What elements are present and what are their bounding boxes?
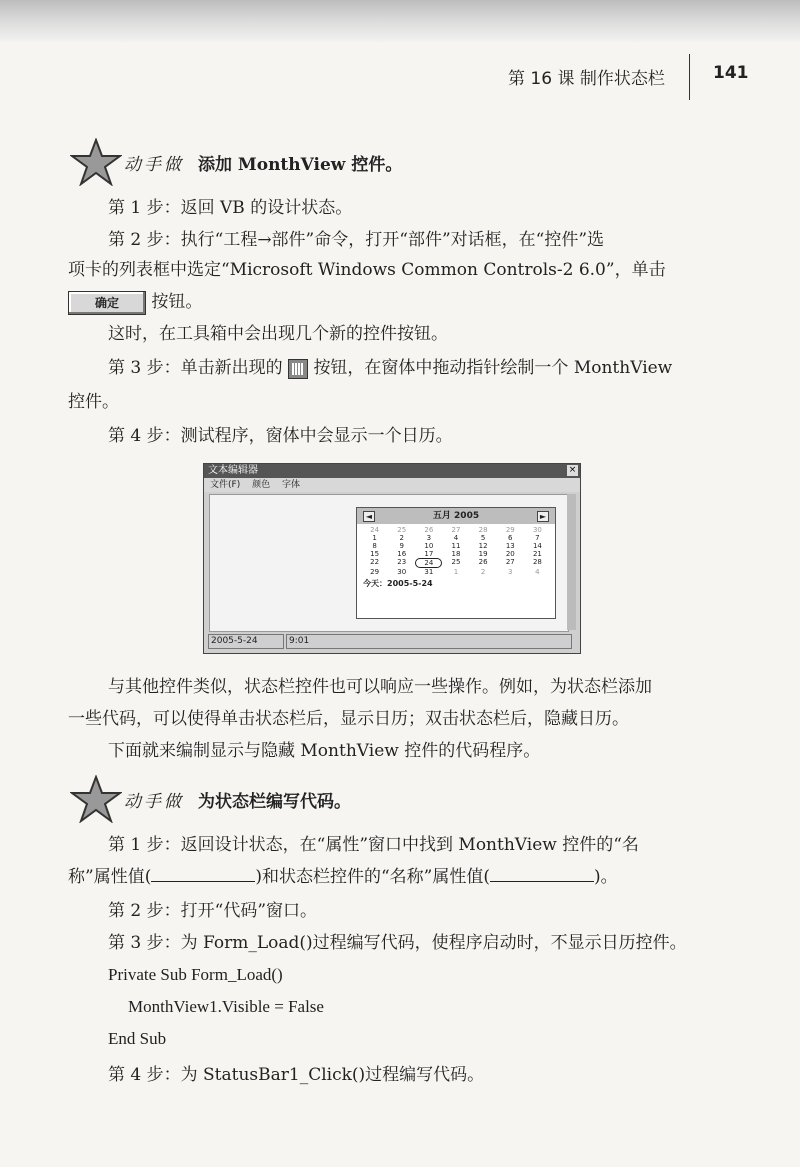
lesson-title: 第 16 课 制作状态栏 bbox=[508, 69, 665, 89]
day: 6 bbox=[508, 534, 513, 542]
step3-text-a: 第 3 步：单击新出现的 bbox=[108, 358, 283, 378]
star-icon bbox=[70, 138, 122, 186]
top-decorative-band bbox=[0, 0, 800, 42]
day: 29 bbox=[370, 568, 380, 576]
next-month-icon: ► bbox=[537, 511, 549, 522]
day: 30 bbox=[532, 526, 542, 534]
status-time: 9:01 bbox=[286, 634, 572, 649]
menu-color: 颜色 bbox=[252, 480, 271, 490]
day: 30 bbox=[397, 568, 407, 576]
day: 11 bbox=[451, 542, 461, 550]
day: 1 bbox=[372, 534, 377, 542]
day-selected: 24 bbox=[415, 558, 442, 568]
day: 25 bbox=[451, 558, 461, 566]
answer-blank bbox=[490, 865, 594, 882]
day: 29 bbox=[505, 526, 515, 534]
menu-file: 文件(F) bbox=[210, 480, 241, 490]
section-title: 为状态栏编写代码。 bbox=[198, 791, 351, 812]
monthview-calendar bbox=[356, 507, 556, 619]
day: 10 bbox=[424, 542, 434, 550]
s2-step1-line2 bbox=[68, 865, 618, 889]
day: 16 bbox=[397, 550, 407, 558]
day: 8 bbox=[372, 542, 377, 550]
text-editor-window-screenshot bbox=[203, 463, 581, 654]
step2-button-text: 按钮。 bbox=[151, 292, 203, 312]
s2-step1-text-b: )和状态栏控件的“名称”属性值( bbox=[255, 867, 490, 887]
para2: 下面就来编制显示与隐藏 MonthView 控件的代码程序。 bbox=[108, 741, 541, 761]
day: 4 bbox=[535, 568, 540, 576]
day: 27 bbox=[505, 558, 515, 566]
header-divider bbox=[689, 54, 690, 100]
section-heading-2 bbox=[70, 775, 351, 823]
calendar-grid bbox=[357, 524, 555, 576]
day: 7 bbox=[535, 534, 540, 542]
day: 28 bbox=[478, 526, 488, 534]
step1: 第 1 步：返回 VB 的设计状态。 bbox=[108, 198, 353, 218]
prev-month-icon: ◄ bbox=[363, 511, 375, 522]
window-menu bbox=[204, 478, 580, 492]
s2-step4: 第 4 步：为 StatusBar1_Click()过程编写代码。 bbox=[108, 1065, 485, 1085]
day: 2 bbox=[480, 568, 486, 576]
s2-step1-text-a: 称”属性值( bbox=[68, 867, 152, 887]
para1-line1: 与其他控件类似，状态栏控件也可以响应一些操作。例如，为状态栏添加 bbox=[108, 677, 652, 697]
page-header bbox=[0, 62, 800, 102]
window-titlebar bbox=[204, 464, 580, 478]
section-label: 动手做 bbox=[124, 154, 184, 175]
step2-line3 bbox=[68, 290, 202, 315]
day: 21 bbox=[532, 550, 542, 558]
day: 3 bbox=[426, 534, 432, 542]
day: 14 bbox=[532, 542, 542, 550]
step3-text-b: 按钮，在窗体中拖动指针绘制一个 MonthView bbox=[313, 358, 673, 378]
answer-blank bbox=[151, 865, 255, 882]
calendar-month: 五月 2005 bbox=[432, 511, 480, 521]
menu-font: 字体 bbox=[281, 480, 300, 490]
code-line-1: Private Sub Form_Load() bbox=[108, 965, 283, 984]
calendar-today: 今天：2005-5-24 bbox=[363, 579, 433, 588]
section-title: 添加 MonthView 控件。 bbox=[198, 154, 403, 175]
section-heading-1 bbox=[70, 138, 402, 186]
step3-line1 bbox=[108, 356, 672, 380]
step2-line2: 项卡的列表框中选定“Microsoft Windows Common Controls-2 6.0”，单击 bbox=[68, 260, 666, 280]
step2-line1: 第 2 步：执行“工程→部件”命令，打开“部件”对话框，在“控件”选 bbox=[108, 230, 605, 250]
day: 9 bbox=[399, 542, 404, 550]
day: 31 bbox=[424, 568, 434, 576]
s2-step1-line1: 第 1 步：返回设计状态，在“属性”窗口中找到 MonthView 控件的“名 bbox=[108, 835, 639, 855]
window-title: 文本编辑器 bbox=[208, 465, 258, 476]
star-icon bbox=[70, 775, 122, 823]
day: 24 bbox=[370, 526, 380, 534]
vertical-scrollbar bbox=[567, 494, 576, 630]
day: 19 bbox=[478, 550, 488, 558]
page-number: 141 bbox=[713, 63, 749, 83]
monthview-tool-icon bbox=[288, 359, 308, 379]
day: 5 bbox=[480, 534, 486, 542]
note: 这时，在工具箱中会出现几个新的控件按钮。 bbox=[108, 324, 448, 344]
s2-step3: 第 3 步：为 Form_Load()过程编写代码，使程序启动时，不显示日历控件。 bbox=[108, 933, 687, 953]
day: 2 bbox=[399, 534, 404, 542]
s2-step2: 第 2 步：打开“代码”窗口。 bbox=[108, 901, 318, 921]
calendar-header bbox=[357, 508, 555, 524]
day: 20 bbox=[505, 550, 515, 558]
day: 17 bbox=[424, 550, 434, 558]
day: 23 bbox=[397, 558, 407, 566]
day: 18 bbox=[451, 550, 461, 558]
day: 25 bbox=[397, 526, 407, 534]
day: 26 bbox=[424, 526, 434, 534]
para1-line2: 一些代码，可以使得单击状态栏后，显示日历；双击状态栏后，隐藏日历。 bbox=[68, 709, 629, 729]
day: 12 bbox=[478, 542, 488, 550]
day: 13 bbox=[505, 542, 515, 550]
status-date: 2005-5-24 bbox=[208, 634, 284, 649]
section-label: 动手做 bbox=[124, 791, 184, 812]
s2-step1-text-c: )。 bbox=[593, 867, 618, 887]
day: 26 bbox=[478, 558, 488, 566]
day: 15 bbox=[370, 550, 380, 558]
day: 1 bbox=[453, 568, 459, 576]
day: 22 bbox=[370, 558, 380, 566]
step3-line2: 控件。 bbox=[68, 392, 119, 412]
code-line-2: MonthView1.Visible = False bbox=[128, 997, 324, 1016]
day: 3 bbox=[508, 568, 513, 576]
code-line-3: End Sub bbox=[108, 1029, 167, 1048]
ok-button-image: 确定 bbox=[68, 291, 146, 315]
day: 28 bbox=[532, 558, 542, 566]
day: 27 bbox=[451, 526, 461, 534]
day: 4 bbox=[453, 534, 459, 542]
close-icon: × bbox=[568, 465, 577, 475]
status-bar bbox=[206, 634, 576, 649]
step4: 第 4 步：测试程序，窗体中会显示一个日历。 bbox=[108, 426, 453, 446]
